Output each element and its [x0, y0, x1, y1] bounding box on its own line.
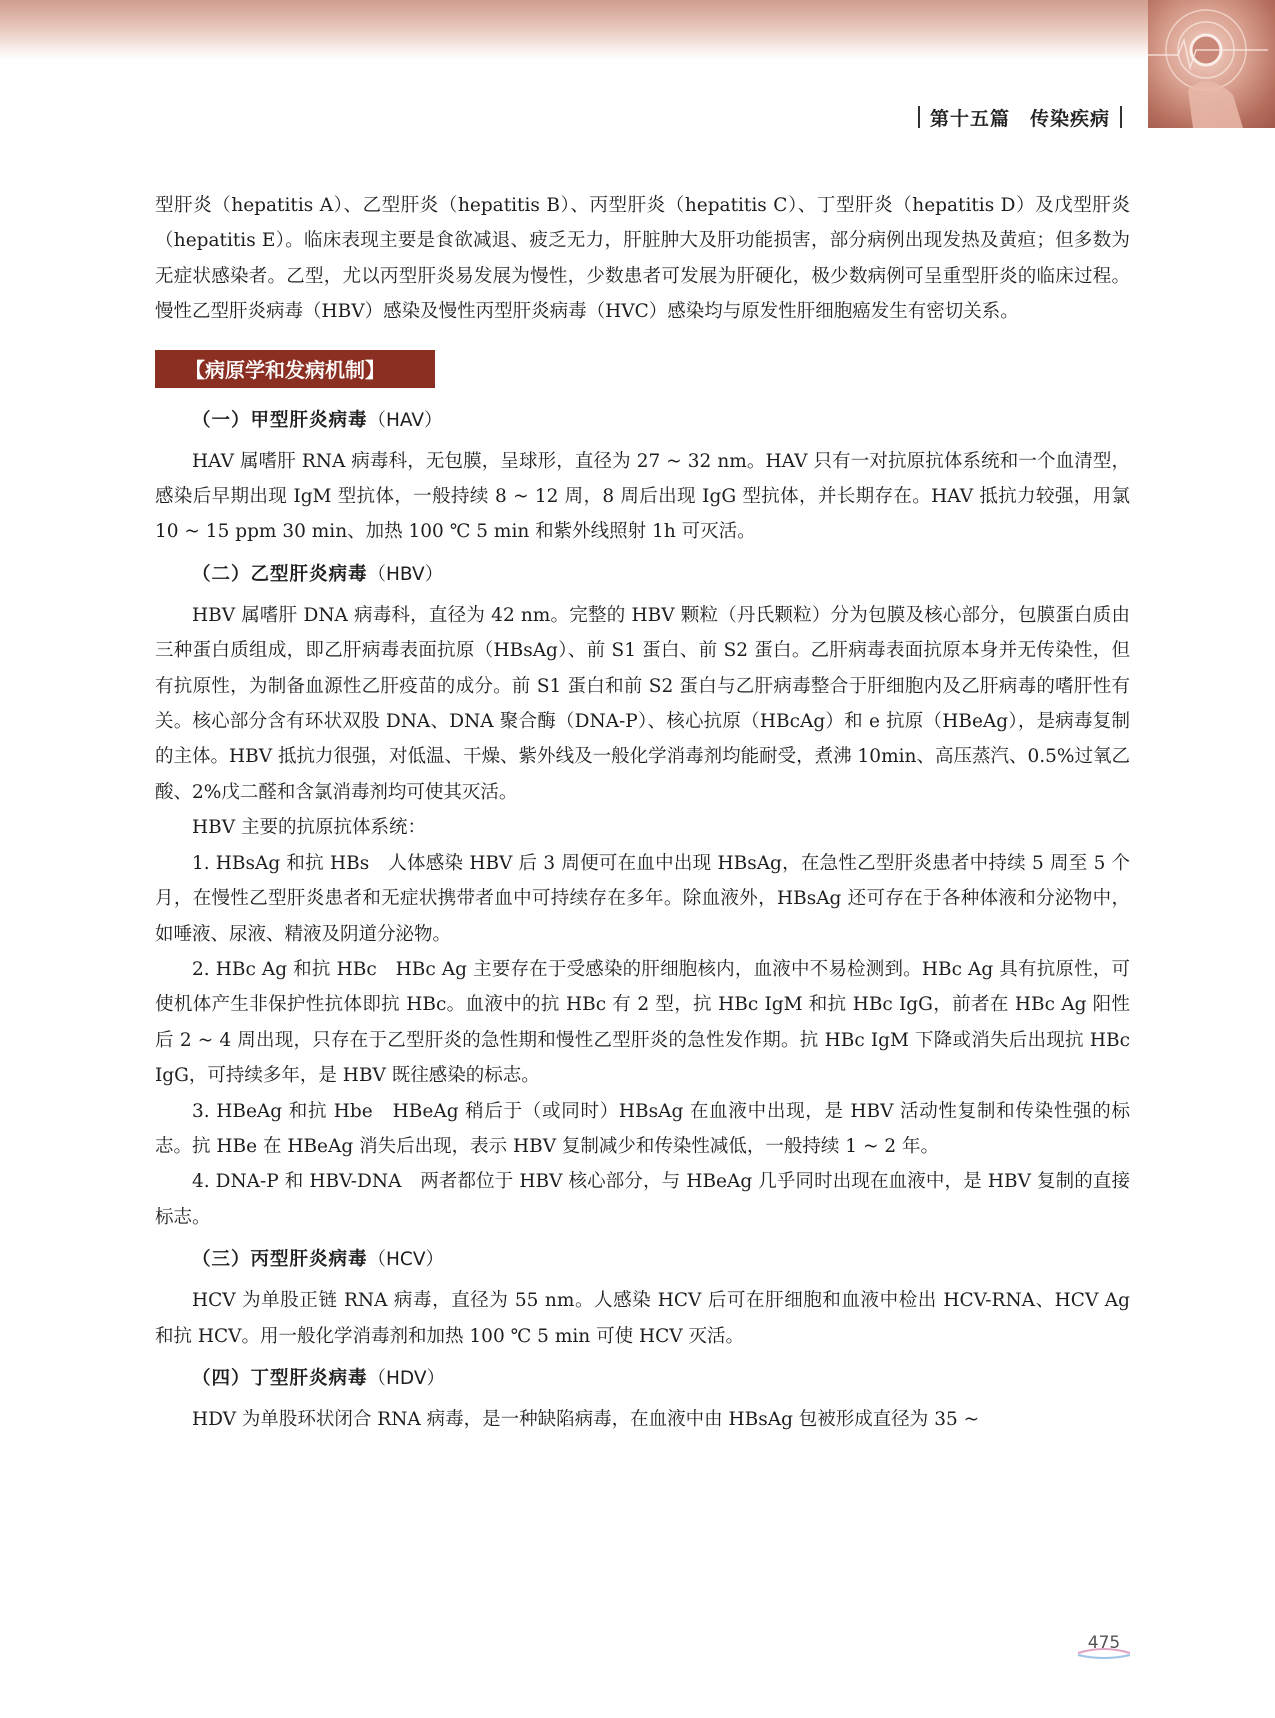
stethoscope-icon [1148, 0, 1275, 128]
subheading-hdv-code: （HDV） [367, 1367, 446, 1389]
subheading-hdv-text: （四）丁型肝炎病毒 [192, 1367, 368, 1389]
page-number-text: 475 [1087, 1633, 1121, 1653]
top-decorative-band [0, 0, 1275, 60]
hcv-paragraph: HCV 为单股正链 RNA 病毒，直径为 55 nm。人感染 HCV 后可在肝细胞和血液中检出 HCV-RNA、HCV Ag 和抗 HCV。用一般化学消毒剂和加热 100 ℃ 5 min 可使 HCV 灭活。 [155, 1290, 1130, 1347]
subheading-hbv-code: （HBV） [367, 563, 444, 585]
subheading-hav-code: （HAV） [367, 409, 443, 431]
section-heading-text: 【病原学和发病机制】 [185, 358, 385, 383]
hbv-item-dna-p: 4. DNA-P 和 HBV-DNA 两者都位于 HBV 核心部分，与 HBeAg 几乎同时出现在血液中，是 HBV 复制的直接标志。 [155, 1171, 1130, 1228]
subheading-hav [155, 406, 1130, 436]
hbv-systems-intro: HBV 主要的抗原抗体系统： [192, 817, 426, 839]
page-number [1080, 1633, 1128, 1657]
intro-paragraph: 型肝炎（hepatitis A）、乙型肝炎（hepatitis B）、丙型肝炎（hepatitis C）、丁型肝炎（hepatitis D）及戊型肝炎（hepatitis E）。临床表现主要是食欲减退、疲乏无力，肝脏肿大及肝功能损害，部分病例出现发热及黄疸；但多数为无症状感染者。乙型，尤以丙型肝炎易发展为慢性，少数患者可发展为肝硬化，极少数病例可呈重型肝炎的临床过程。慢性乙型肝炎病毒（HBV）感染及慢性丙型肝炎病毒（HVC）感染均与原发性肝细胞癌发生有密切关系。 [155, 195, 1130, 323]
subheading-hcv-code: （HCV） [367, 1249, 444, 1271]
page-number-swoosh-icon [1076, 1647, 1132, 1659]
hbv-item-hbsag: 1. HBsAg 和抗 HBs 人体感染 HBV 后 3 周便可在血中出现 HBsAg，在急性乙型肝炎患者中持续 5 周至 5 个月，在慢性乙型肝炎患者和无症状携带者血中可持续存在多年。除血液外，HBsAg 还可存在于各种体液和分泌物中，如唾液、尿液、精液及阴道分泌物。 [155, 852, 1130, 945]
hbv-item-hbeag: 3. HBeAg 和抗 Hbe HBeAg 稍后于（或同时）HBsAg 在血液中出现，是 HBV 活动性复制和传染性强的标志。抗 HBe 在 HBeAg 消失后出现，表示 HBV 复制减少和传染性减低，一般持续 1 ~ 2 年。 [155, 1100, 1130, 1157]
subheading-hav-text: （一）甲型肝炎病毒 [192, 409, 368, 431]
subheading-hbv-text: （二）乙型肝炎病毒 [192, 563, 368, 585]
header-right-rule [1120, 106, 1122, 128]
section-heading-etiology [155, 350, 435, 388]
page-body [155, 188, 1130, 1437]
hbv-paragraph: HBV 属嗜肝 DNA 病毒科，直径为 42 nm。完整的 HBV 颗粒（丹氏颗粒）分为包膜及核心部分，包膜蛋白质由三种蛋白质组成，即乙肝病毒表面抗原（HBsAg）、前 S1 蛋白、前 S2 蛋白。乙肝病毒表面抗原本身并无传染性，但有抗原性，为制备血源性乙肝疫苗的成分。前 S1 蛋白和前 S2 蛋白与乙肝病毒整合于肝细胞内及乙肝病毒的嗜肝性有关。核心部分含有环状双股 DNA、DNA 聚合酶（DNA-P）、核心抗原（HBcAg）和 e 抗原（HBeAg），是病毒复制的主体。HBV 抵抗力很强，对低温、干燥、紫外线及一般化学消毒剂均能耐受，煮沸 10min、高压蒸汽、0.5%过氧乙酸、2%戊二醛和含氯消毒剂均可使其灭活。 [155, 604, 1130, 803]
header-part: 第十五篇 [929, 107, 1010, 130]
header-chapter: 传染疾病 [1029, 107, 1110, 130]
hdv-paragraph: HDV 为单股环状闭合 RNA 病毒，是一种缺陷病毒，在血液中由 HBsAg 包被形成直径为 35 ~ [192, 1408, 980, 1430]
subheading-hbv [155, 560, 1130, 590]
subheading-hcv [155, 1245, 1130, 1275]
header-left-rule [918, 106, 920, 128]
doctor-stethoscope-image [1148, 0, 1275, 128]
subheading-hcv-text: （三）丙型肝炎病毒 [192, 1249, 368, 1271]
subheading-hdv [155, 1364, 1130, 1394]
hav-paragraph: HAV 属嗜肝 RNA 病毒科，无包膜，呈球形，直径为 27 ~ 32 nm。HAV 只有一对抗原抗体系统和一个血清型，感染后早期出现 IgM 型抗体，一般持续 8 ~ 12 周，8 周后出现 IgG 型抗体，并长期存在。HAV 抵抗力较强，用氯 10 ~ 15 ppm 30 min、加热 100 ℃ 5 min 和紫外线照射 1h 可灭活。 [155, 450, 1130, 543]
header-title [930, 104, 1110, 131]
hbv-item-hbcag: 2. HBc Ag 和抗 HBc HBc Ag 主要存在于受感染的肝细胞核内，血液中不易检测到。HBc Ag 具有抗原性，可使机体产生非保护性抗体即抗 HBc。血液中的抗 HBc 有 2 型，抗 HBc IgM 和抗 HBc IgG，前者在 HBc Ag 阳性后 2 ~ 4 周出现，只存在于乙型肝炎的急性期和慢性乙型肝炎的急性发作期。抗 HBc IgM 下降或消失后出现抗 HBc IgG，可持续多年，是 HBV 既往感染的标志。 [155, 958, 1130, 1087]
running-header [908, 100, 1132, 134]
